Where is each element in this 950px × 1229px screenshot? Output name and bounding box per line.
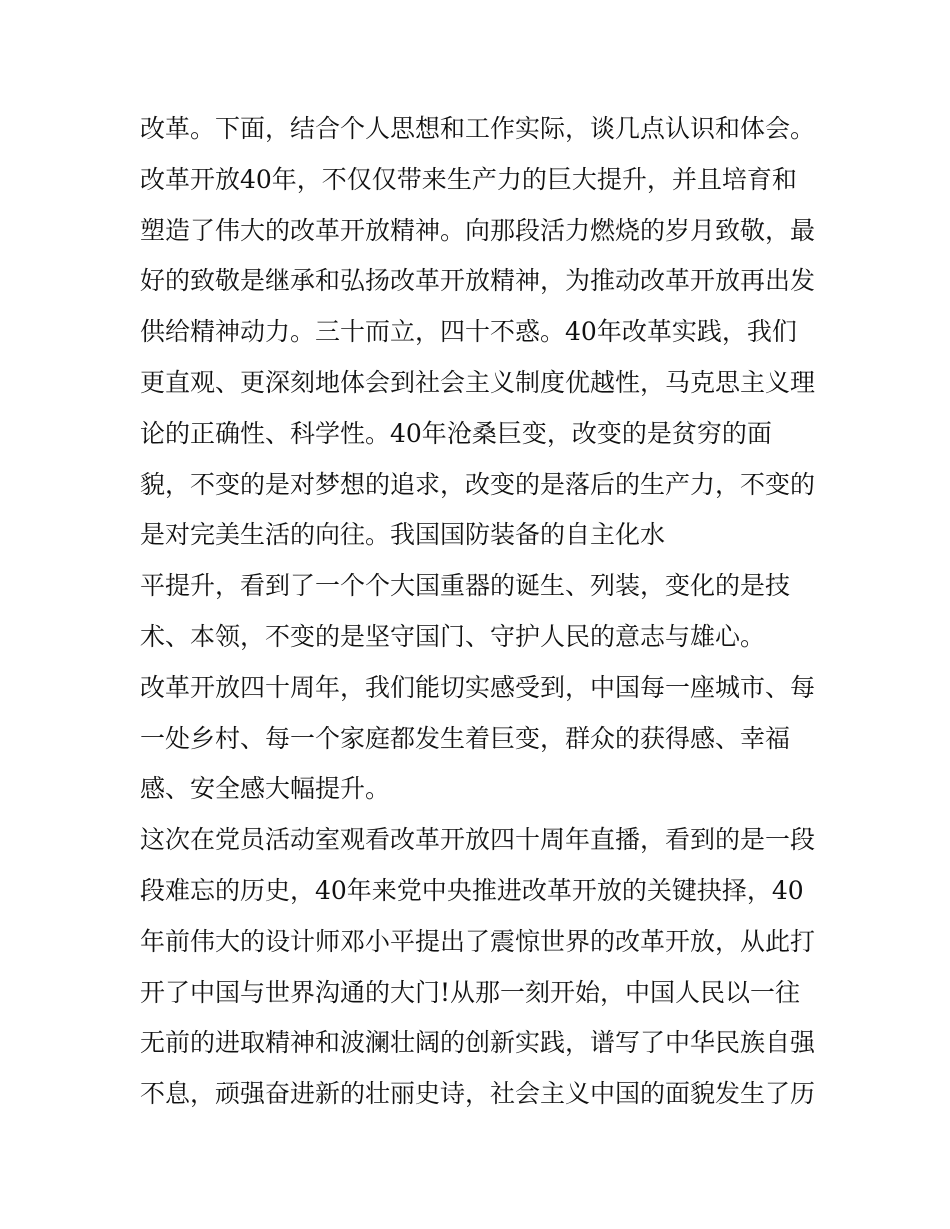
text-line: 平提升，看到了一个个大国重器的诞生、列装，变化的是技 [140, 571, 791, 601]
text-line: 塑造了伟大的改革开放精神。向那段活力燃烧的岁月致敬，最 [140, 215, 816, 245]
text-line: 感、安全感大幅提升。 [140, 774, 391, 804]
text-line: 一处乡村、每一个家庭都发生着巨变，群众的获得感、幸福 [140, 723, 791, 753]
text-line: 是对完美生活的向往。我国国防装备的自主化水 [140, 520, 666, 550]
text-line: 改革开放四十周年，我们能切实感受到，中国每一座城市、每 [140, 672, 816, 702]
text-line: 供给精神动力。三十而立，四十不惑。40年改革实践，我们 [140, 317, 797, 347]
text-line: 段难忘的历史，40年来党中央推进改革开放的关键抉择，40 [140, 875, 804, 905]
text-line: 开了中国与世界沟通的大门!从那一刻开始，中国人民以一往 [140, 977, 801, 1007]
text-line: 貌，不变的是对梦想的追求，改变的是落后的生产力，不变的 [140, 469, 816, 499]
text-line: 论的正确性、科学性。40年沧桑巨变，改变的是贫穷的面 [140, 418, 772, 448]
text-line: 改革。下面，结合个人思想和工作实际，谈几点认识和体会。 [140, 114, 816, 143]
text-line: 改革开放40年，不仅仅带来生产力的巨大提升，并且培育和 [140, 164, 797, 194]
body-text [140, 104, 820, 1120]
text-line: 术、本领，不变的是坚守国门、守护人民的意志与雄心。 [140, 621, 766, 651]
text-line: 更直观、更深刻地体会到社会主义制度优越性，马克思主义理 [140, 367, 816, 397]
text-line: 不息，顽强奋进新的壮丽史诗，社会主义中国的面貌发生了历 [140, 1079, 816, 1109]
text-line: 年前伟大的设计师邓小平提出了震惊世界的改革开放，从此打 [140, 926, 816, 956]
text-line: 无前的进取精神和波澜壮阔的创新实践，谱写了中华民族自强 [140, 1028, 816, 1058]
text-line: 这次在党员活动室观看改革开放四十周年直播，看到的是一段 [140, 825, 816, 855]
text-line: 好的致敬是继承和弘扬改革开放精神，为推动改革开放再出发 [140, 266, 816, 296]
